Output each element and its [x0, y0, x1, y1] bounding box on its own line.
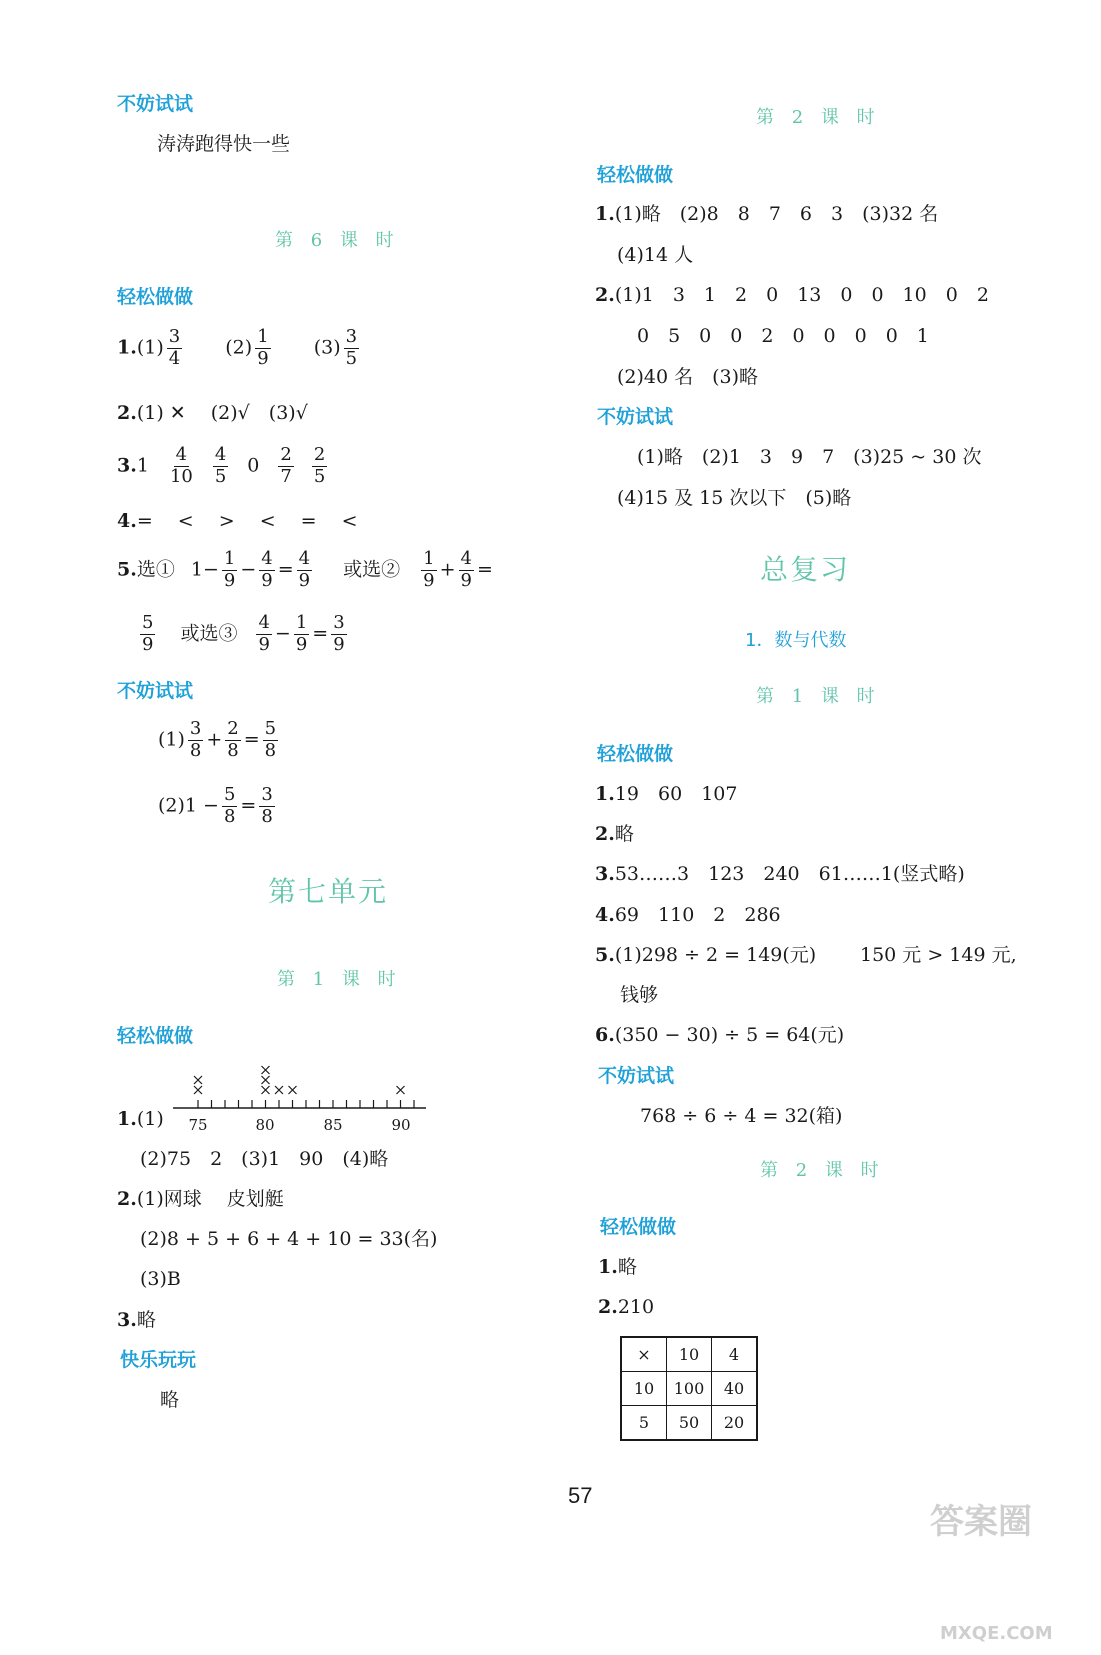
fraction: $\frac{4}{10}$: [169, 444, 193, 487]
answer-text: 69 110 2 286: [614, 904, 781, 926]
fraction: $\frac{4}{9}$: [258, 612, 270, 655]
answer-text: 略: [136, 1309, 156, 1331]
lesson-title: 第 1 课 时: [756, 686, 881, 707]
part-label: (2): [225, 336, 253, 359]
question-4: [595, 906, 781, 925]
section-title-easy: 轻松做做: [597, 743, 674, 765]
fraction: $\frac{2}{8}$: [227, 718, 239, 761]
section-title-fun: 快乐玩玩: [120, 1349, 197, 1371]
question-2: [595, 825, 634, 844]
try-line-1: (1) $\frac{3}{8}$ + $\frac{2}{8}$ = $\frac{5}{8}$: [158, 718, 277, 761]
question-1: [595, 785, 737, 804]
table-row: [621, 1372, 757, 1406]
review-title: 总复习: [760, 553, 851, 586]
x-marks: [194, 1066, 405, 1094]
question-number: 1.: [595, 783, 615, 805]
answer-text: (2)75 2 (3)1 90 (4)略: [140, 1148, 389, 1170]
answer-text: 768 ÷ 6 ÷ 4 = 32(箱): [640, 1105, 843, 1127]
answer-text: (1)略 (2)8 8 7 6 3 (3)32 名: [614, 203, 939, 225]
table-cell: 10: [621, 1372, 667, 1406]
question-1: [595, 205, 938, 224]
part-label: (1): [136, 1108, 164, 1130]
answer-text: 钱够: [620, 984, 659, 1006]
table-cell: 100: [667, 1372, 712, 1406]
question-1: [598, 1258, 637, 1277]
tick-label: 85: [323, 1116, 343, 1134]
fraction: $\frac{5}{8}$: [223, 784, 236, 827]
answer-text: 略: [617, 1256, 637, 1278]
answer-text: = < > < = <: [136, 510, 358, 532]
answer-text: (4)14 人: [617, 244, 694, 266]
question-5-line-1: 5.选① 1− $\frac{1}{9}$ − $\frac{4}{9}$ = $\frac{4}{9}$ 或选② $\frac{1}{9}$ + $\frac{4}{9}$ =: [117, 548, 493, 591]
answer-text: (350 − 30) ÷ 5 = 64(元): [614, 1024, 845, 1046]
fraction: $\frac{3}{8}$: [189, 718, 202, 761]
tick-label: 80: [255, 1116, 275, 1134]
unit-title: 第七单元: [268, 875, 389, 908]
lesson-title: 第 6 课 时: [275, 230, 400, 251]
fraction: $\frac{2}{5}$: [313, 444, 326, 487]
question-5: [595, 946, 816, 965]
answer-text: 150 元 > 149 元,: [860, 944, 1017, 966]
fraction: $\frac{5}{9}$: [142, 612, 154, 655]
table-cell: 20: [712, 1406, 758, 1441]
lesson-title: 第 1 课 时: [277, 969, 402, 990]
question-number: 1.: [598, 1256, 618, 1278]
tick-marks: [198, 1100, 414, 1108]
x-mark: [275, 1086, 283, 1094]
part-label: (1): [136, 336, 164, 359]
section-title-easy: 轻松做做: [117, 1025, 194, 1047]
section-title-try-it: 不妨试试: [117, 680, 194, 702]
section-title-try-it: 不妨试试: [598, 1065, 675, 1087]
table-row: [621, 1406, 757, 1441]
fraction: $\frac{3}{5}$: [345, 326, 358, 369]
answer-text: (1)298 ÷ 2 = 149(元): [614, 944, 817, 966]
question-number: 2.: [595, 284, 615, 306]
tick-label: 75: [188, 1116, 208, 1134]
question-2: [117, 404, 308, 423]
fraction: $\frac{4}{9}$: [460, 548, 472, 591]
question-2: [598, 1298, 654, 1317]
answer-text: 略: [614, 823, 634, 845]
question-number: 4.: [117, 510, 137, 532]
section-title-try-it: 不妨试试: [117, 93, 194, 115]
fraction: $\frac{1}{9}$: [423, 548, 435, 591]
table-cell: 5: [621, 1406, 667, 1441]
question-number: 2.: [595, 823, 615, 845]
section-title-try-it: 不妨试试: [597, 406, 674, 428]
table-cell: ×: [621, 1337, 667, 1372]
fraction: $\frac{4}{5}$: [214, 444, 227, 487]
question-number: 1.: [595, 203, 615, 225]
fraction: $\frac{3}{8}$: [261, 784, 273, 827]
question-6: [595, 1026, 844, 1045]
lesson-title: 第 2 课 时: [756, 107, 881, 128]
watermark-logo: 答案圈: [930, 1502, 1032, 1542]
fraction: $\frac{3}{9}$: [333, 612, 345, 655]
question-number: 4.: [595, 904, 615, 926]
fraction: $\frac{1}{9}$: [223, 548, 236, 591]
question-number: 3.: [117, 454, 137, 477]
question-number: 5.: [117, 558, 137, 581]
answer-text: 涛涛跑得快一些: [157, 133, 291, 155]
answer-text: (4)15 及 15 次以下 (5)略: [617, 487, 852, 509]
answer-text: (1)1 3 1 2 0 13 0 0 10 0 2: [614, 284, 989, 306]
section-title-easy: 轻松做做: [600, 1216, 677, 1238]
answer-text: (1) ✕ (2)√ (3)√: [136, 402, 308, 424]
question-1: [117, 328, 362, 369]
answer-text: (1)略 (2)1 3 9 7 (3)25 ~ 30 次: [637, 446, 982, 468]
answer-text: 210: [617, 1296, 655, 1318]
try-line-2: (2)1 − $\frac{5}{8}$ = $\frac{3}{8}$: [158, 784, 273, 827]
answer-text: 19 60 107: [614, 783, 738, 805]
table-cell: 50: [667, 1406, 712, 1441]
question-3: [117, 1311, 156, 1330]
fraction: $\frac{4}{9}$: [261, 548, 273, 591]
watermark-url: MXQE.COM: [940, 1623, 1053, 1644]
x-mark: [262, 1076, 270, 1084]
answer-text: (2)8 + 5 + 6 + 4 + 10 = 33(名): [140, 1228, 438, 1250]
question-number: 6.: [595, 1024, 615, 1046]
question-number: 2.: [117, 1188, 137, 1210]
question-2: [595, 286, 989, 305]
question-2: [117, 1190, 284, 1209]
section-title-easy: 轻松做做: [597, 164, 674, 186]
answer-text: 53……3 123 240 61……1(竖式略): [614, 863, 965, 885]
answer-text: 略: [160, 1389, 180, 1411]
table-row: [621, 1337, 757, 1372]
tick-label: 90: [391, 1116, 411, 1134]
lesson-title: 第 2 课 时: [760, 1160, 885, 1181]
answer-text: (2)40 名 (3)略: [617, 366, 759, 388]
section-title-easy: 轻松做做: [117, 286, 194, 308]
x-mark: [262, 1066, 270, 1074]
x-mark: [289, 1086, 297, 1094]
part-label: (3): [313, 336, 341, 359]
line-plot: [168, 1058, 433, 1138]
answer-text: (3)B: [140, 1268, 181, 1290]
fraction: $\frac{4}{9}$: [298, 548, 311, 591]
fraction: $\frac{1}{9}$: [257, 326, 269, 369]
answer-text: 0 5 0 0 2 0 0 0 0 1: [637, 325, 929, 347]
question-number: 3.: [117, 1309, 137, 1331]
fraction: $\frac{5}{8}$: [264, 718, 277, 761]
question-4: [117, 512, 358, 531]
table-cell: 4: [712, 1337, 758, 1372]
x-mark: [194, 1086, 202, 1094]
question-3: [595, 865, 965, 884]
question-5-line-2: $\frac{5}{9}$ 或选③ $\frac{4}{9}$ − $\frac{1}{9}$ = $\frac{3}{9}$: [142, 612, 345, 655]
question-number: 5.: [595, 944, 615, 966]
x-mark: [397, 1086, 405, 1094]
question-number: 1.: [117, 1108, 137, 1130]
x-mark: [262, 1086, 270, 1094]
question-number: 2.: [598, 1296, 618, 1318]
review-subtitle: 1．数与代数: [745, 630, 847, 651]
fraction: $\frac{3}{4}$: [168, 326, 181, 369]
table-cell: 40: [712, 1372, 758, 1406]
question-number: 3.: [595, 863, 615, 885]
answer-text: (1)网球 皮划艇: [136, 1188, 284, 1210]
question-1: [117, 1110, 164, 1129]
fraction: $\frac{1}{9}$: [295, 612, 308, 655]
page-number: 57: [568, 1483, 593, 1508]
question-number: 1.: [117, 336, 137, 359]
table-cell: 10: [667, 1337, 712, 1372]
question-3: 3.1 $\frac{4}{10}$ $\frac{4}{5}$ 0 $\frac{2}{7}$ $\frac{2}{5}$: [117, 444, 326, 487]
x-mark: [194, 1076, 202, 1084]
multiplication-table: [620, 1336, 758, 1441]
fraction: $\frac{2}{7}$: [280, 444, 292, 487]
question-number: 2.: [117, 402, 137, 424]
